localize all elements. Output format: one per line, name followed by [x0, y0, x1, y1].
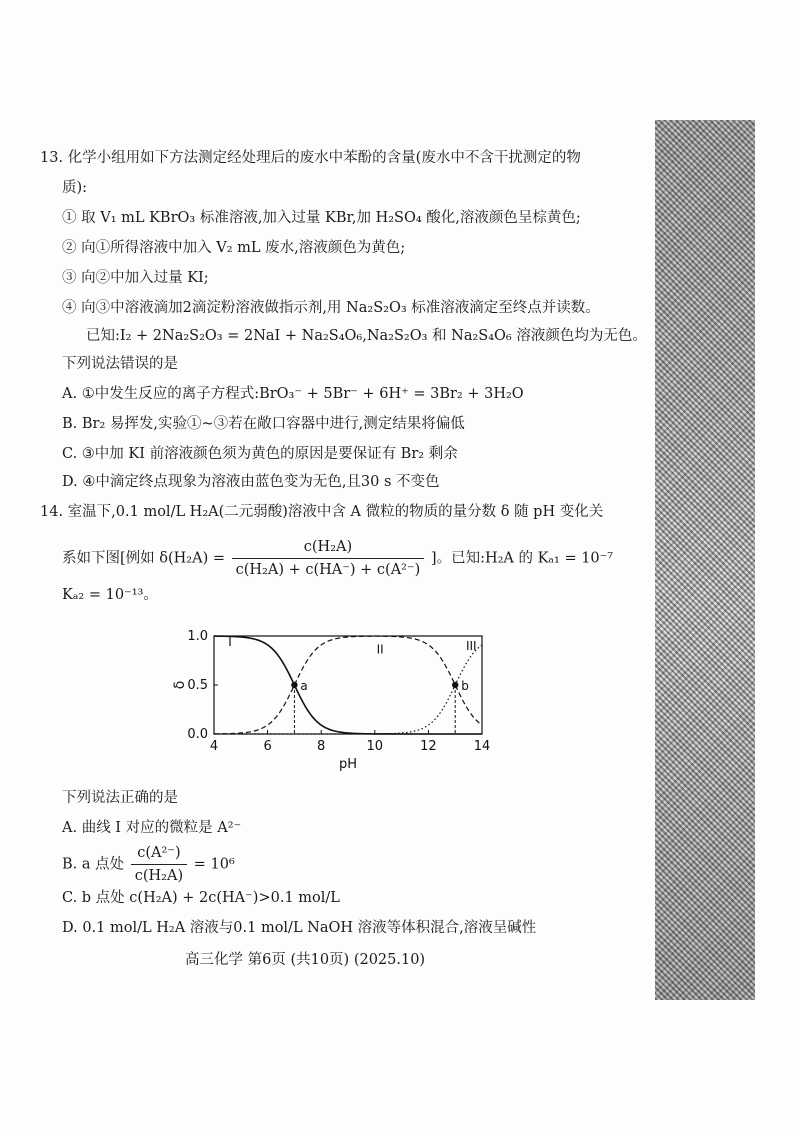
q13-step3: ③ 向②中加入过量 KI;: [62, 270, 209, 286]
q13-known: 已知:I₂ + 2Na₂S₂O₃ = 2NaI + Na₂S₄O₆,Na₂S₂O₃ 和 Na₂S₄O₆ 溶液颜色均为无色。: [86, 328, 647, 344]
page-footer: 高三化学 第6页 (共10页) (2025.10): [185, 952, 426, 968]
q13-prompt: 下列说法错误的是: [62, 356, 178, 372]
scan-artifact-strip: [655, 120, 755, 1000]
q14-option-b-suffix: = 10⁶: [193, 856, 235, 873]
q14-ka2: Kₐ₂ = 10⁻¹³。: [62, 587, 158, 603]
q14-stem-line1: 14. 室温下,0.1 mol/L H₂A(二元弱酸)溶液中含 A 微粒的物质的量分数 δ 随 pH 变化关: [40, 504, 604, 520]
x-tick-label: 6: [263, 739, 272, 754]
q14-option-d: D. 0.1 mol/L H₂A 溶液与0.1 mol/L NaOH 溶液等体积混合,溶液呈碱性: [62, 920, 537, 936]
series-label-III: III: [465, 638, 477, 653]
option-b-numerator: c(A²⁻): [131, 844, 187, 865]
q14-option-b-prefix: B. a 点处: [62, 856, 125, 873]
delta-fraction-numerator: c(H₂A): [232, 538, 425, 559]
delta-fraction-denominator: c(H₂A) + c(HA⁻) + c(A²⁻): [235, 562, 421, 578]
point-marker-a: [291, 682, 297, 688]
q14-option-a: A. 曲线 I 对应的微粒是 A²⁻: [62, 820, 242, 836]
x-tick-label: 4: [209, 739, 219, 754]
x-axis-label: pH: [338, 757, 358, 772]
y-axis-label: δ: [172, 680, 188, 690]
series-line-II: [214, 636, 482, 734]
q13-option-b: B. Br₂ 易挥发,实验①~③若在敞口容器中进行,测定结果将偏低: [62, 416, 465, 432]
series-line-I: [214, 636, 482, 734]
distribution-fraction-chart: [170, 620, 510, 790]
q13-step1: ① 取 V₁ mL KBrO₃ 标准溶液,加入过量 KBr,加 H₂SO₄ 酸化,溶液颜色呈棕黄色;: [62, 210, 581, 226]
series-line-III: [214, 642, 482, 734]
q13-step2: ② 向①所得溶液中加入 V₂ mL 废水,溶液颜色为黄色;: [62, 240, 406, 256]
q14-known-ka1: ]。已知:H₂A 的 Kₐ₁ = 10⁻⁷: [430, 550, 614, 567]
q14-definition-line: [62, 538, 613, 579]
series-label-II: II: [376, 642, 384, 657]
option-b-fraction: [131, 844, 187, 885]
x-tick-label: 12: [420, 739, 437, 754]
q13-option-c: C. ③中加 KI 前溶液颜色须为黄色的原因是要保证有 Br₂ 剩余: [62, 446, 458, 462]
q14-option-c: C. b 点处 c(H₂A) + 2c(HA⁻)>0.1 mol/L: [62, 890, 340, 906]
y-tick-label: 1.0: [187, 629, 208, 644]
plot-frame: [214, 636, 482, 734]
x-tick-label: 14: [473, 739, 491, 754]
q13-step4: ④ 向③中溶液滴加2滴淀粉溶液做指示剂,用 Na₂S₂O₃ 标准溶液滴定至终点并读数。: [62, 300, 600, 316]
point-label-b: b: [461, 679, 469, 693]
q13-stem-line2: 质):: [62, 180, 88, 196]
delta-fraction: [232, 538, 425, 579]
series-label-I: I: [228, 634, 232, 649]
y-tick-label: 0.0: [187, 727, 208, 742]
y-tick-label: 0.5: [187, 678, 208, 693]
point-marker-b: [452, 682, 458, 688]
point-label-a: a: [300, 679, 308, 693]
q14-definition-prefix: 系如下图[例如 δ(H₂A) =: [62, 550, 225, 567]
option-b-denominator: c(H₂A): [134, 868, 184, 884]
x-tick-label: 10: [366, 739, 384, 754]
q13-option-d: D. ④中滴定终点现象为溶液由蓝色变为无色,且30 s 不变色: [62, 474, 440, 490]
q13-stem-line1: 13. 化学小组用如下方法测定经处理后的废水中苯酚的含量(废水中不含干扰测定的物: [40, 150, 581, 166]
q14-option-b: [62, 844, 235, 885]
q14-prompt: 下列说法正确的是: [62, 790, 178, 806]
x-tick-label: 8: [317, 739, 326, 754]
q13-option-a: A. ①中发生反应的离子方程式:BrO₃⁻ + 5Br⁻ + 6H⁺ = 3Br₂ + 3H₂O: [62, 386, 524, 402]
